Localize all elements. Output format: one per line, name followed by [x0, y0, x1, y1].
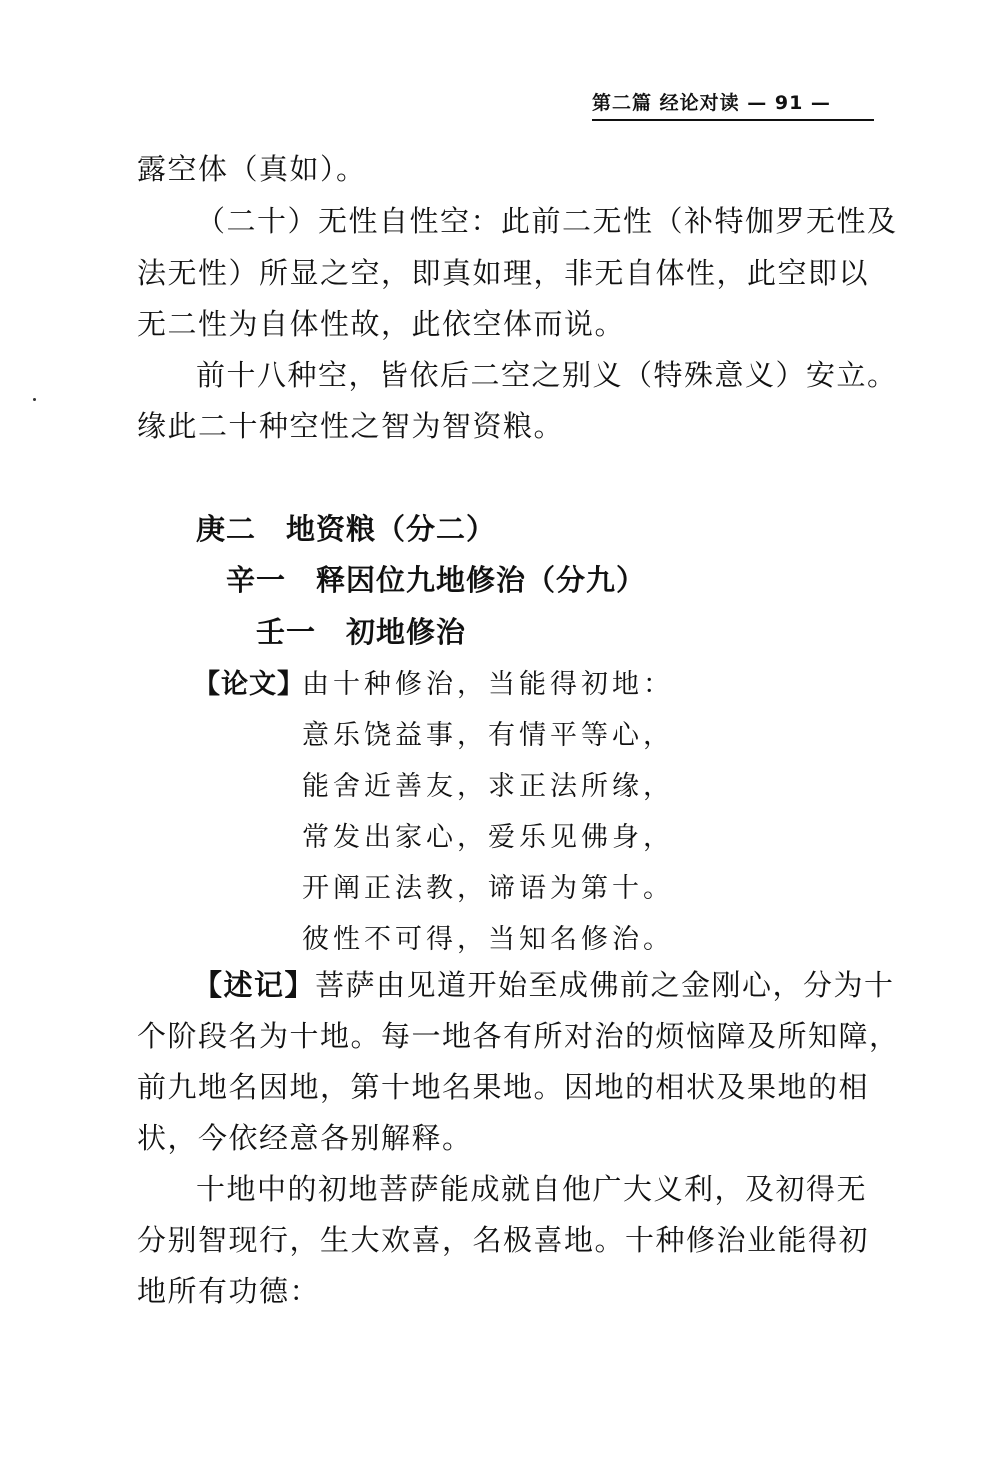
paragraph-line: 前十八种空，皆依后二空之别义（特殊意义）安立。	[196, 358, 898, 392]
paragraph-line: 无二性为自体性故，此依空体而说。	[137, 307, 626, 341]
commentary-line: 前九地名因地，第十地名果地。因地的相状及果地的相	[137, 1070, 870, 1104]
verse-line: 常发出家心，爱乐见佛身，	[302, 822, 674, 853]
verse-line: 彼性不可得，当知名修治。	[302, 924, 674, 955]
commentary-tag: 【述记】	[193, 968, 316, 1002]
verse-tag-label: 【论文】	[193, 669, 305, 700]
paragraph-line: 露空体（真如）。	[137, 152, 367, 186]
paragraph-line: 缘此二十种空性之智为智资粮。	[137, 409, 565, 443]
verse-line: 能舍近善友，求正法所缘，	[302, 771, 674, 802]
commentary-line: 菩萨由见道开始至成佛前之金刚心，分为十	[315, 968, 895, 1002]
commentary-line: 状，今依经意各别解释。	[137, 1121, 473, 1155]
verse-line: 开阐正法教，谛语为第十。	[302, 873, 674, 904]
verse-line: 由十种修治，当能得初地：	[302, 669, 674, 700]
running-header: 第二篇 经论对读 — 91 —	[592, 88, 874, 121]
section-heading-3: 壬一 初地修治	[256, 615, 467, 649]
paragraph-line: 法无性）所显之空，即真如理，非无自体性，此空即以	[137, 256, 870, 290]
commentary-line: 地所有功德：	[137, 1274, 321, 1308]
commentary-line: 个阶段名为十地。每一地各有所对治的烦恼障及所知障，	[137, 1019, 900, 1053]
section-heading-1: 庚二 地资粮（分二）	[196, 512, 497, 546]
verse-line: 意乐饶益事，有情平等心，	[302, 720, 674, 751]
scan-speck	[33, 398, 36, 401]
verse-tag	[193, 662, 305, 701]
commentary-first-line	[193, 966, 895, 1004]
section-heading-2: 辛一 释因位九地修治（分九）	[226, 563, 647, 597]
paragraph-line: （二十）无性自性空：此前二无性（补特伽罗无性及	[196, 204, 898, 238]
commentary-line: 十地中的初地菩萨能成就自他广大义利，及初得无	[196, 1172, 868, 1206]
commentary-line: 分别智现行，生大欢喜，名极喜地。十种修治业能得初	[137, 1223, 870, 1257]
